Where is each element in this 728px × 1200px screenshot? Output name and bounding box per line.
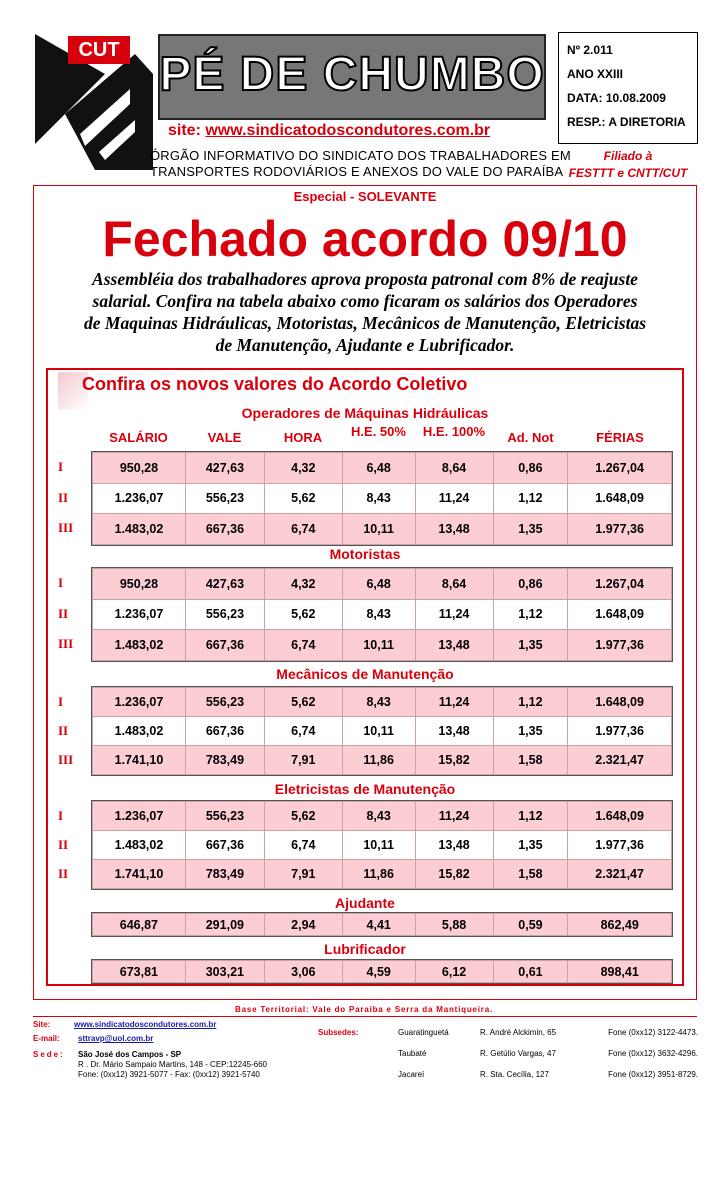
table-cell: 5,62 (264, 599, 342, 630)
level-label: I (58, 693, 64, 709)
footer-divider (33, 1016, 697, 1017)
table-cell: 13,48 (415, 514, 493, 545)
table-cell: 3,06 (264, 961, 342, 983)
table-cell: 556,23 (185, 802, 264, 831)
table-row (93, 961, 672, 983)
organ-line-2: TRANSPORTES RODOVIÁRIOS E ANEXOS DO VALE DO PARAÍBA (150, 164, 564, 179)
table-cell: 1.267,04 (568, 453, 672, 484)
level-label: II (58, 722, 69, 738)
table-cell: 2,94 (264, 914, 342, 936)
table-cell: 1.741,10 (93, 860, 186, 889)
table-cell: 4,41 (342, 914, 415, 936)
base-territorial: Base Territorial: Vale do Paraíba e Serra da Mantiqueira. (235, 1005, 493, 1014)
salary-table (92, 568, 672, 661)
salary-table (92, 960, 672, 983)
level-label: III (58, 636, 74, 652)
table-cell: 1.648,09 (568, 483, 672, 514)
table-cell: 303,21 (185, 961, 264, 983)
table-cell: 11,24 (415, 483, 493, 514)
footer-site-label: Site: (33, 1020, 51, 1029)
table-cell: 667,36 (185, 831, 264, 860)
table-cell: 4,32 (264, 569, 342, 600)
table-cell: 5,62 (264, 802, 342, 831)
table-cell: 862,49 (568, 914, 672, 936)
salary-table (92, 687, 672, 775)
newspaper-title: PÉ DE CHUMBO (159, 48, 545, 101)
table-cell: 8,43 (342, 599, 415, 630)
table-cell: 11,24 (415, 802, 493, 831)
table-cell: 1,58 (493, 860, 568, 889)
footer-sede-phone: Fone: (0xx12) 3921-5077 - Fax: (0xx12) 3921-5740 (78, 1070, 260, 1079)
table-cell: 1,35 (493, 630, 568, 661)
table-row (93, 831, 672, 860)
table-cell: 1.483,02 (93, 630, 186, 661)
subsede-city: Taubaté (398, 1049, 427, 1058)
table-cell: 556,23 (185, 688, 264, 717)
table-cell: 1.483,02 (93, 717, 186, 746)
table-cell: 950,28 (93, 453, 186, 484)
section-title: Eletricistas de Manutenção (274, 781, 456, 797)
issue-date: DATA: 10.08.2009 (567, 91, 666, 105)
table-cell: 1.977,36 (568, 514, 672, 545)
table-cell: 0,86 (493, 453, 568, 484)
subsede-address: R. Getúlio Vargas, 47 (480, 1049, 556, 1058)
table-cell: 10,11 (342, 630, 415, 661)
table-cell: 1.648,09 (568, 802, 672, 831)
column-header: Ad. Not (507, 430, 554, 445)
organ-description (150, 148, 571, 180)
table-cell: 1,58 (493, 746, 568, 775)
footer-site-link[interactable]: www.sindicatodoscondutores.com.br (74, 1020, 217, 1029)
table-cell: 1,12 (493, 688, 568, 717)
footer-sede-address: R . Dr. Mário Sampaio Martins, 148 - CEP:12245-660 (78, 1060, 267, 1069)
table-cell: 0,59 (493, 914, 568, 936)
table-cell: 673,81 (93, 961, 186, 983)
issue-responsible: RESP.: A DIRETORIA (567, 115, 686, 129)
salary-table (92, 801, 672, 889)
footer-subsedes-label: Subsedes: (318, 1028, 359, 1037)
column-header: H.E. 50% (351, 424, 406, 439)
table-cell: 1.648,09 (568, 599, 672, 630)
table-cell: 11,86 (342, 746, 415, 775)
table-cell: 1.267,04 (568, 569, 672, 600)
table-cell: 10,11 (342, 717, 415, 746)
affiliation-line-2: FESTTT e CNTT/CUT (568, 166, 688, 180)
table-cell: 667,36 (185, 514, 264, 545)
table-cell: 8,43 (342, 483, 415, 514)
table-cell: 8,43 (342, 802, 415, 831)
column-header: FÉRIAS (596, 430, 644, 445)
table-cell: 1.236,07 (93, 599, 186, 630)
section-title: Mecânicos de Manutenção (276, 666, 454, 682)
table-cell: 0,61 (493, 961, 568, 983)
table-cell: 6,12 (415, 961, 493, 983)
table-cell: 1,35 (493, 717, 568, 746)
table-cell: 1,35 (493, 831, 568, 860)
column-header: SALÁRIO (109, 430, 168, 445)
table-cell: 1.977,36 (568, 831, 672, 860)
table-row (93, 514, 672, 545)
table-cell: 556,23 (185, 483, 264, 514)
table-cell: 7,91 (264, 860, 342, 889)
table-cell: 6,48 (342, 569, 415, 600)
table-cell: 1.977,36 (568, 717, 672, 746)
table-row (93, 688, 672, 717)
table-cell: 1.648,09 (568, 688, 672, 717)
subsede-address: R. Sta. Cecília, 127 (480, 1070, 549, 1079)
level-label: I (58, 575, 64, 591)
table-cell: 783,49 (185, 860, 264, 889)
cut-badge: CUT (68, 36, 130, 64)
table-cell: 11,24 (415, 599, 493, 630)
site-link[interactable]: www.sindicatodoscondutores.com.br (205, 122, 491, 139)
deck-line-3: de Maquinas Hidráulicas, Motoristas, Mecânicos de Manutenção, Eletricistas (84, 313, 646, 333)
table-cell: 11,24 (415, 688, 493, 717)
table-cell: 1,12 (493, 802, 568, 831)
table-cell: 6,74 (264, 831, 342, 860)
column-header: VALE (207, 430, 242, 445)
table-cell: 8,64 (415, 453, 493, 484)
organ-line-1: ÓRGÃO INFORMATIVO DO SINDICATO DOS TRABALHADORES EM (150, 148, 571, 163)
table-cell: 5,88 (415, 914, 493, 936)
table-cell: 10,11 (342, 514, 415, 545)
column-header: H.E. 100% (422, 424, 486, 439)
table-cell: 5,62 (264, 483, 342, 514)
table-cell: 5,62 (264, 688, 342, 717)
salary-box-title: Confira os novos valores do Acordo Coletivo (82, 374, 468, 394)
table-cell: 291,09 (185, 914, 264, 936)
subsede-address: R. André Alckimin, 65 (480, 1028, 557, 1037)
table-cell: 15,82 (415, 860, 493, 889)
issue-number: Nº 2.011 (567, 43, 613, 57)
section-title: Ajudante (335, 895, 395, 911)
table-cell: 10,11 (342, 831, 415, 860)
level-label: I (58, 459, 64, 475)
level-label: III (58, 751, 74, 767)
table-cell: 2.321,47 (568, 860, 672, 889)
table-cell: 7,91 (264, 746, 342, 775)
footer-sede-city: São José dos Campos - SP (78, 1050, 182, 1059)
headline: Fechado acordo 09/10 (102, 211, 628, 267)
table-cell: 1.741,10 (93, 746, 186, 775)
affiliation (558, 148, 698, 182)
table-cell: 898,41 (568, 961, 672, 983)
table-cell: 1,12 (493, 599, 568, 630)
affiliation-line-1: Filiado à (603, 149, 653, 163)
table-cell: 4,59 (342, 961, 415, 983)
table-row (93, 802, 672, 831)
site-label: site: (168, 122, 201, 139)
table-cell: 6,74 (264, 514, 342, 545)
table-cell: 1.236,07 (93, 802, 186, 831)
table-cell: 1.236,07 (93, 688, 186, 717)
table-cell: 6,74 (264, 630, 342, 661)
section-title: Motoristas (329, 546, 401, 562)
table-cell: 2.321,47 (568, 746, 672, 775)
level-label: II (58, 865, 69, 881)
table-row (93, 483, 672, 514)
table-cell: 1.977,36 (568, 630, 672, 661)
issue-info-box (558, 32, 698, 144)
table-row (93, 599, 672, 630)
table-row (93, 453, 672, 484)
table-cell: 667,36 (185, 630, 264, 661)
site-line (168, 122, 490, 140)
table-cell: 8,64 (415, 569, 493, 600)
table-cell: 11,86 (342, 860, 415, 889)
section-title: Lubrificador (324, 941, 406, 957)
table-cell: 1.483,02 (93, 514, 186, 545)
subsede-phone: Fone (0xx12) 3122-4473. (608, 1028, 698, 1037)
table-cell: 15,82 (415, 746, 493, 775)
table-cell: 13,48 (415, 717, 493, 746)
table-cell: 13,48 (415, 831, 493, 860)
table-cell: 6,48 (342, 453, 415, 484)
table-row (93, 860, 672, 889)
subsede-phone: Fone (0xx12) 3951-8729. (608, 1070, 698, 1079)
level-label: I (58, 807, 64, 823)
deck-line-2: salarial. Confira na tabela abaixo como ficaram os salários dos Operadores (92, 291, 638, 311)
salary-table (92, 452, 672, 545)
table-cell: 646,87 (93, 914, 186, 936)
subsede-city: Jacareí (398, 1070, 425, 1079)
table-cell: 427,63 (185, 569, 264, 600)
level-label: II (58, 605, 69, 621)
table-cell: 667,36 (185, 717, 264, 746)
table-cell: 0,86 (493, 569, 568, 600)
table-cell: 783,49 (185, 746, 264, 775)
table-cell: 1,35 (493, 514, 568, 545)
article-kicker: Especial - SOLEVANTE (293, 189, 437, 204)
level-label: II (58, 489, 69, 505)
subsede-city: Guaratinguetá (398, 1028, 449, 1037)
subsede-phone: Fone (0xx12) 3632-4296. (608, 1049, 698, 1058)
deck-line-1: Assembléia dos trabalhadores aprova proposta patronal com 8% de reajuste (92, 269, 638, 289)
table-row (93, 717, 672, 746)
deck-line-4: de Manutenção, Ajudante e Lubrificador. (215, 335, 515, 355)
table-cell: 4,32 (264, 453, 342, 484)
table-row (93, 914, 672, 936)
issue-year: ANO XXIII (567, 67, 624, 81)
section-title: Operadores de Máquinas Hidráulicas (241, 405, 489, 421)
article-deck (40, 268, 690, 356)
level-label: III (58, 520, 74, 536)
table-cell: 1.483,02 (93, 831, 186, 860)
table-cell: 6,74 (264, 717, 342, 746)
level-label: II (58, 836, 69, 852)
table-cell: 13,48 (415, 630, 493, 661)
table-cell: 556,23 (185, 599, 264, 630)
column-header: HORA (283, 430, 323, 445)
table-row (93, 569, 672, 600)
table-row (93, 630, 672, 661)
table-cell: 1,12 (493, 483, 568, 514)
salary-table (92, 913, 672, 936)
footer-email-link[interactable]: sttravp@uol.com.br (78, 1034, 154, 1043)
table-cell: 427,63 (185, 453, 264, 484)
footer-email-label: E-mail: (33, 1034, 60, 1043)
table-cell: 1.236,07 (93, 483, 186, 514)
table-row (93, 746, 672, 775)
footer-sede-label: Sede: (33, 1050, 65, 1059)
table-cell: 950,28 (93, 569, 186, 600)
table-cell: 8,43 (342, 688, 415, 717)
